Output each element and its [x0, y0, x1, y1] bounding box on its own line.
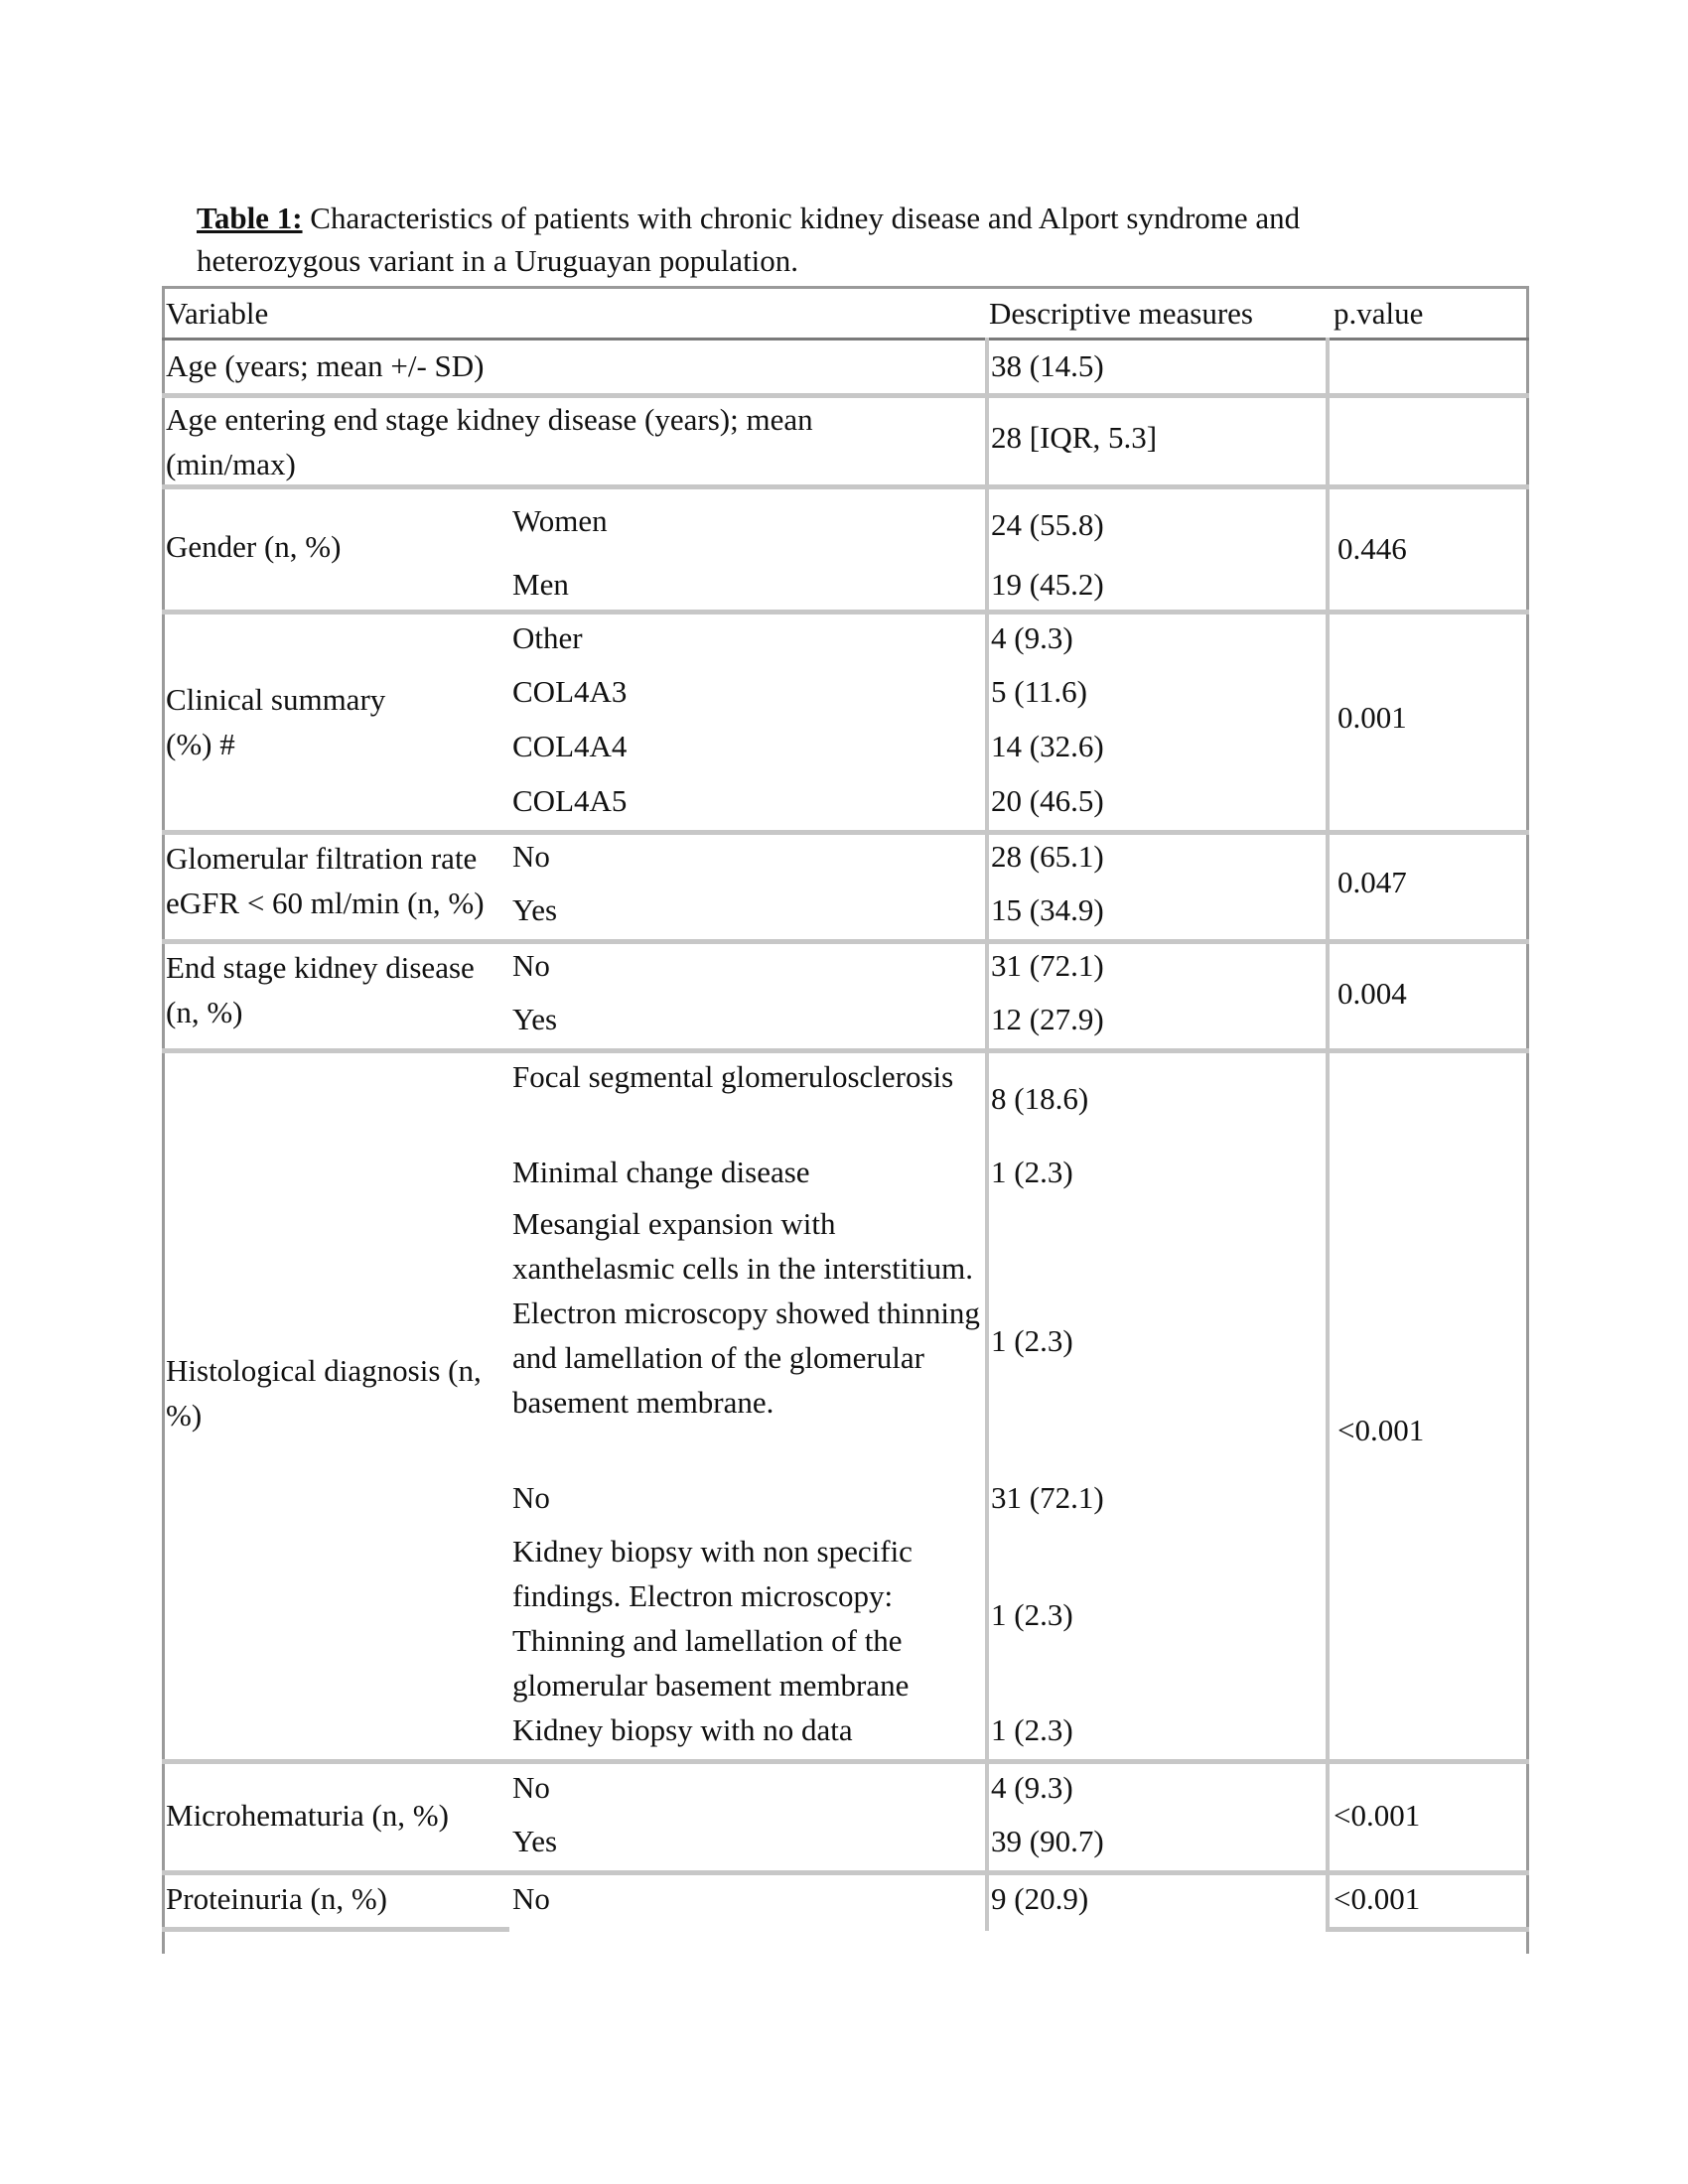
row-gender-level: Men: [512, 567, 569, 602]
row-clinical-level: COL4A3: [512, 674, 628, 709]
row-histology-level: Kidney biopsy with non specific findings. Electron microscopy: Thinning and lamellation of the glomerular basement membrane: [512, 1534, 913, 1703]
row-histology-value: 1 (2.3): [991, 1597, 1073, 1632]
row-gender-pvalue: 0.446: [1337, 531, 1407, 566]
row-divider: [162, 484, 1529, 489]
row-gfr-pvalue: 0.047: [1337, 865, 1407, 899]
row-microhematuria-level: No: [512, 1770, 550, 1805]
header-variable: Variable: [166, 296, 269, 331]
row-histology-value: 1 (2.3): [991, 1712, 1073, 1747]
row-histology-level: Minimal change disease: [512, 1155, 810, 1189]
row-divider: [162, 338, 1529, 341]
row-esrd-age-label: Age entering end stage kidney disease (years); mean (min/max): [166, 402, 813, 481]
row-divider: [162, 1759, 1529, 1764]
row-age-value: 38 (14.5): [991, 348, 1104, 383]
row-histology-level: Kidney biopsy with no data: [512, 1712, 853, 1747]
row-eskd-value: 31 (72.1): [991, 948, 1104, 983]
table-caption: [197, 197, 1438, 282]
row-clinical-value: 4 (9.3): [991, 620, 1073, 655]
row-clinical-pvalue: 0.001: [1337, 700, 1407, 735]
row-divider: [162, 1870, 1529, 1875]
row-gfr-value: 28 (65.1): [991, 839, 1104, 874]
row-age-label: Age (years; mean +/- SD): [166, 348, 485, 383]
row-histology-label: Histological diagnosis (n, %): [166, 1353, 482, 1433]
header-pvalue: p.value: [1334, 296, 1424, 331]
row-gfr-label: Glomerular filtration rate eGFR < 60 ml/min (n, %): [166, 841, 485, 920]
row-eskd-pvalue: 0.004: [1337, 976, 1407, 1011]
row-esrd-age-value: 28 [IQR, 5.3]: [991, 420, 1158, 455]
table-caption-text: Characteristics of patients with chronic kidney disease and Alport syndrome and heterozygous variant in a Uruguayan population.: [197, 201, 1301, 278]
row-clinical-level: COL4A5: [512, 783, 628, 818]
row-eskd-label: End stage kidney disease (n, %): [166, 950, 475, 1029]
row-clinical-level: COL4A4: [512, 729, 628, 763]
row-histology-value: 31 (72.1): [991, 1480, 1104, 1515]
row-divider: [162, 1927, 509, 1932]
row-eskd-level: No: [512, 948, 550, 983]
row-proteinuria-value: 9 (20.9): [991, 1881, 1089, 1916]
row-proteinuria-label: Proteinuria (n, %): [166, 1881, 387, 1916]
row-histology-level: No: [512, 1480, 550, 1515]
row-clinical-label: Clinical summary (%) #: [166, 682, 386, 761]
row-microhematuria-label: Microhematuria (n, %): [166, 1798, 449, 1833]
row-proteinuria-pvalue: <0.001: [1334, 1881, 1421, 1916]
row-histology-value: 8 (18.6): [991, 1081, 1089, 1116]
row-gender-value: 24 (55.8): [991, 507, 1104, 542]
row-gender-level: Women: [512, 503, 608, 538]
table-label: Table 1:: [197, 201, 303, 235]
row-clinical-value: 20 (46.5): [991, 783, 1104, 818]
row-histology-level: Mesangial expansion with xanthelasmic cells in the interstitium. Electron microscopy showed thinning and lamellation of the glomerular basement membrane.: [512, 1206, 980, 1420]
row-clinical-level: Other: [512, 620, 583, 655]
row-histology-level: Focal segmental glomerulosclerosis: [512, 1059, 954, 1094]
row-histology-value: 1 (2.3): [991, 1323, 1073, 1358]
row-divider: [1326, 1927, 1529, 1932]
row-microhematuria-level: Yes: [512, 1824, 558, 1858]
row-gfr-level: No: [512, 839, 550, 874]
row-eskd-level: Yes: [512, 1002, 558, 1036]
header-descriptive: Descriptive measures: [989, 296, 1253, 331]
row-gender-value: 19 (45.2): [991, 567, 1104, 602]
row-divider: [162, 610, 1529, 614]
row-gfr-value: 15 (34.9): [991, 892, 1104, 927]
row-clinical-value: 5 (11.6): [991, 674, 1087, 709]
row-divider: [162, 1048, 1529, 1053]
row-histology-value: 1 (2.3): [991, 1155, 1073, 1189]
row-microhematuria-value: 39 (90.7): [991, 1824, 1104, 1858]
row-microhematuria-value: 4 (9.3): [991, 1770, 1073, 1805]
row-gender-label: Gender (n, %): [166, 529, 342, 564]
characteristics-table: [162, 286, 1529, 1954]
row-proteinuria-level: No: [512, 1881, 550, 1916]
column-divider: [1326, 338, 1330, 1931]
row-gfr-level: Yes: [512, 892, 558, 927]
row-histology-pvalue: <0.001: [1337, 1413, 1425, 1447]
row-microhematuria-pvalue: <0.001: [1334, 1798, 1421, 1833]
row-clinical-value: 14 (32.6): [991, 729, 1104, 763]
column-divider: [985, 338, 989, 1931]
row-eskd-value: 12 (27.9): [991, 1002, 1104, 1036]
